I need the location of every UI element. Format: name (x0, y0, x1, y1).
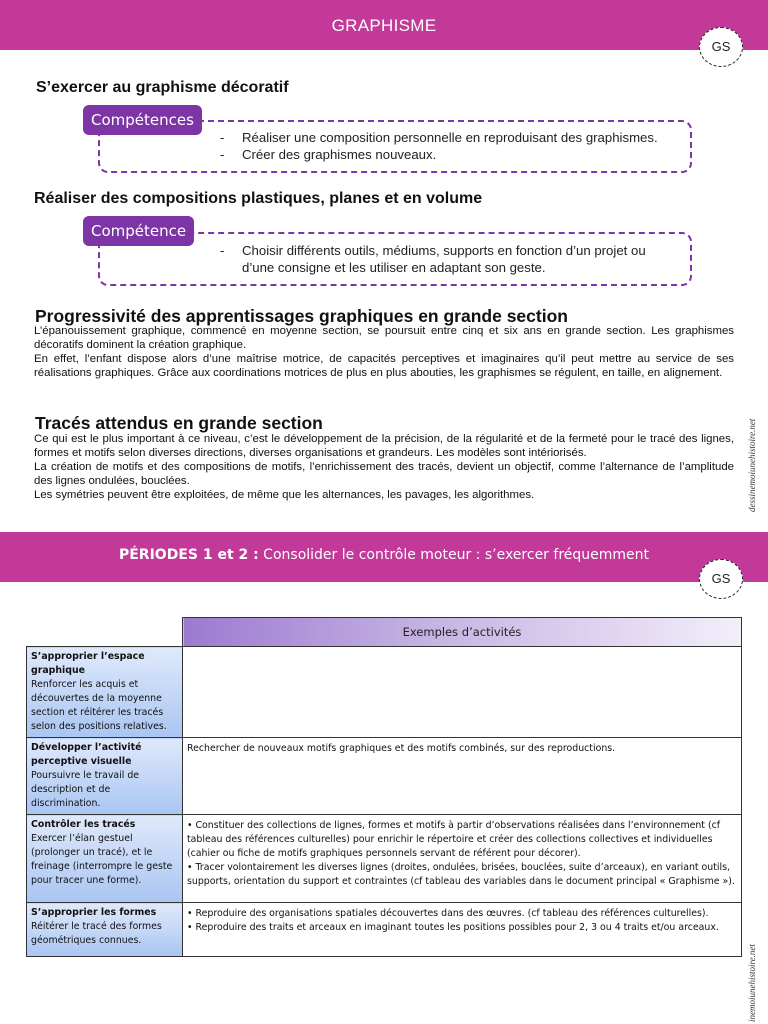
page-title: GRAPHISME (331, 16, 437, 35)
level-badge: GS (699, 559, 743, 599)
skill-title: Développer l’activité perceptive visuelle (31, 742, 142, 767)
skill-cell (27, 738, 183, 815)
activity-item: • Tracer volontairement les diverses lignes (droites, ondulées, brisées, bouclées, suite d’arceaux), en variant outils, supports, orientation du support et contraintes (cf tableau des variables dans le document principal « Graphisme »). (187, 862, 735, 887)
activities-table (26, 617, 742, 957)
table-row (27, 815, 742, 903)
activity-item: • Constituer des collections de lignes, formes et motifs à partir d’observations réalisées dans l’environnement (cf tableau des références culturelles) pour enrichir le répertoire et créer des collections collectives et individuelles (cahier ou fiche de motifs graphiques personnels servant de référent pour décorer). (187, 820, 721, 859)
activities-cell (183, 903, 742, 957)
competence-item: - Réaliser une composition personnelle en reproduisant des graphismes. (220, 130, 658, 145)
activity-item: Rechercher de nouveaux motifs graphiques et des motifs combinés, sur des reproductions. (187, 743, 616, 754)
skill-cell (27, 647, 183, 738)
skill-title: S’approprier les formes (31, 907, 157, 918)
competence-label: Compétence (83, 216, 194, 246)
side-watermark: dessinemoiunehistoire.net (747, 418, 757, 512)
periods-title (0, 547, 768, 563)
section-title-compositions: Réaliser des compositions plastiques, planes et en volume (34, 190, 483, 207)
skill-title: S’approprier l’espace graphique (31, 651, 145, 676)
activities-cell (183, 738, 742, 815)
table-row (27, 647, 742, 738)
periods-title-bold: PÉRIODES 1 et 2 : (118, 547, 259, 563)
section-title-traces-attendus: Tracés attendus en grande section (35, 413, 323, 433)
competence-item: - Choisir différents outils, médiums, supports en fonction d’un projet ou d’une consigne et les utiliser en adaptant son geste. (220, 243, 646, 275)
skill-title: Contrôler les tracés (31, 819, 136, 830)
level-badge: GS (699, 27, 743, 67)
section-title-progressivite: Progressivité des apprentissages graphiques en grande section (35, 306, 568, 326)
side-watermark: inemoiunehistoire.net (747, 944, 757, 1022)
header-band (0, 0, 768, 50)
skill-cell (27, 815, 183, 903)
table-corner (27, 618, 183, 647)
activity-item: • Reproduire des traits et arceaux en imaginant toutes les positions possibles pour 2, 3 ou 4 traits et/ou arceaux. (187, 922, 719, 933)
paragraph: La création de motifs et des compositions de motifs, l’enrichissement des tracés, devient un objectif, comme l’alternance de l’amplitude des lignes ondulées, bouclées. (34, 461, 734, 487)
skill-cell (27, 903, 183, 957)
table-header: Exemples d’activités (183, 618, 742, 647)
skill-desc: Renforcer les acquis et découvertes de la moyenne section et réitérer les tracés selon des positions relatives. (31, 679, 167, 732)
section-title-graphisme-decoratif: S’exercer au graphisme décoratif (36, 79, 289, 96)
activity-item: • Reproduire des organisations spatiales découvertes dans des œuvres. (cf tableau des références culturelles). (187, 908, 709, 919)
paragraph: L’épanouissement graphique, commencé en moyenne section, se poursuit entre cinq et six ans en grande section. Les graphismes décoratifs dominent la création graphique. (34, 325, 734, 351)
skill-desc: Poursuivre le travail de description et de discrimination. (31, 770, 140, 809)
paragraph: Ce qui est le plus important à ce niveau, c’est le développement de la précision, de la régularité et de la fermeté pour le tracé des lignes, formes et motifs selon diverses directions, diverses organisations et grandeurs. Les modèles sont intériorisés. (34, 433, 734, 459)
periods-title-rest: Consolider le contrôle moteur : s’exercer fréquemment (258, 547, 649, 563)
skill-desc: Exercer l’élan gestuel (prolonger un tracé), et le freinage (interrompre le geste pour tracer une forme). (31, 833, 173, 886)
table-row (27, 738, 742, 815)
activities-cell (183, 647, 742, 738)
competences-label: Compétences (83, 105, 202, 135)
paragraph: En effet, l’enfant dispose alors d’une maîtrise motrice, de capacités perceptives et imaginaires qu’il peut mettre au service de ses réalisations graphiques. Grâce aux coordinations motrices de plus en plus abouties, les graphismes se régulent, en taille, en alignement. (34, 353, 734, 379)
periods-band (0, 532, 768, 582)
table-row (27, 903, 742, 957)
activities-cell (183, 815, 742, 903)
competence-item: - Créer des graphismes nouveaux. (220, 147, 437, 162)
paragraph: Les symétries peuvent être exploitées, de même que les alternances, les pavages, les algorithmes. (34, 489, 535, 501)
skill-desc: Réitérer le tracé des formes géométriques connues. (31, 921, 162, 946)
